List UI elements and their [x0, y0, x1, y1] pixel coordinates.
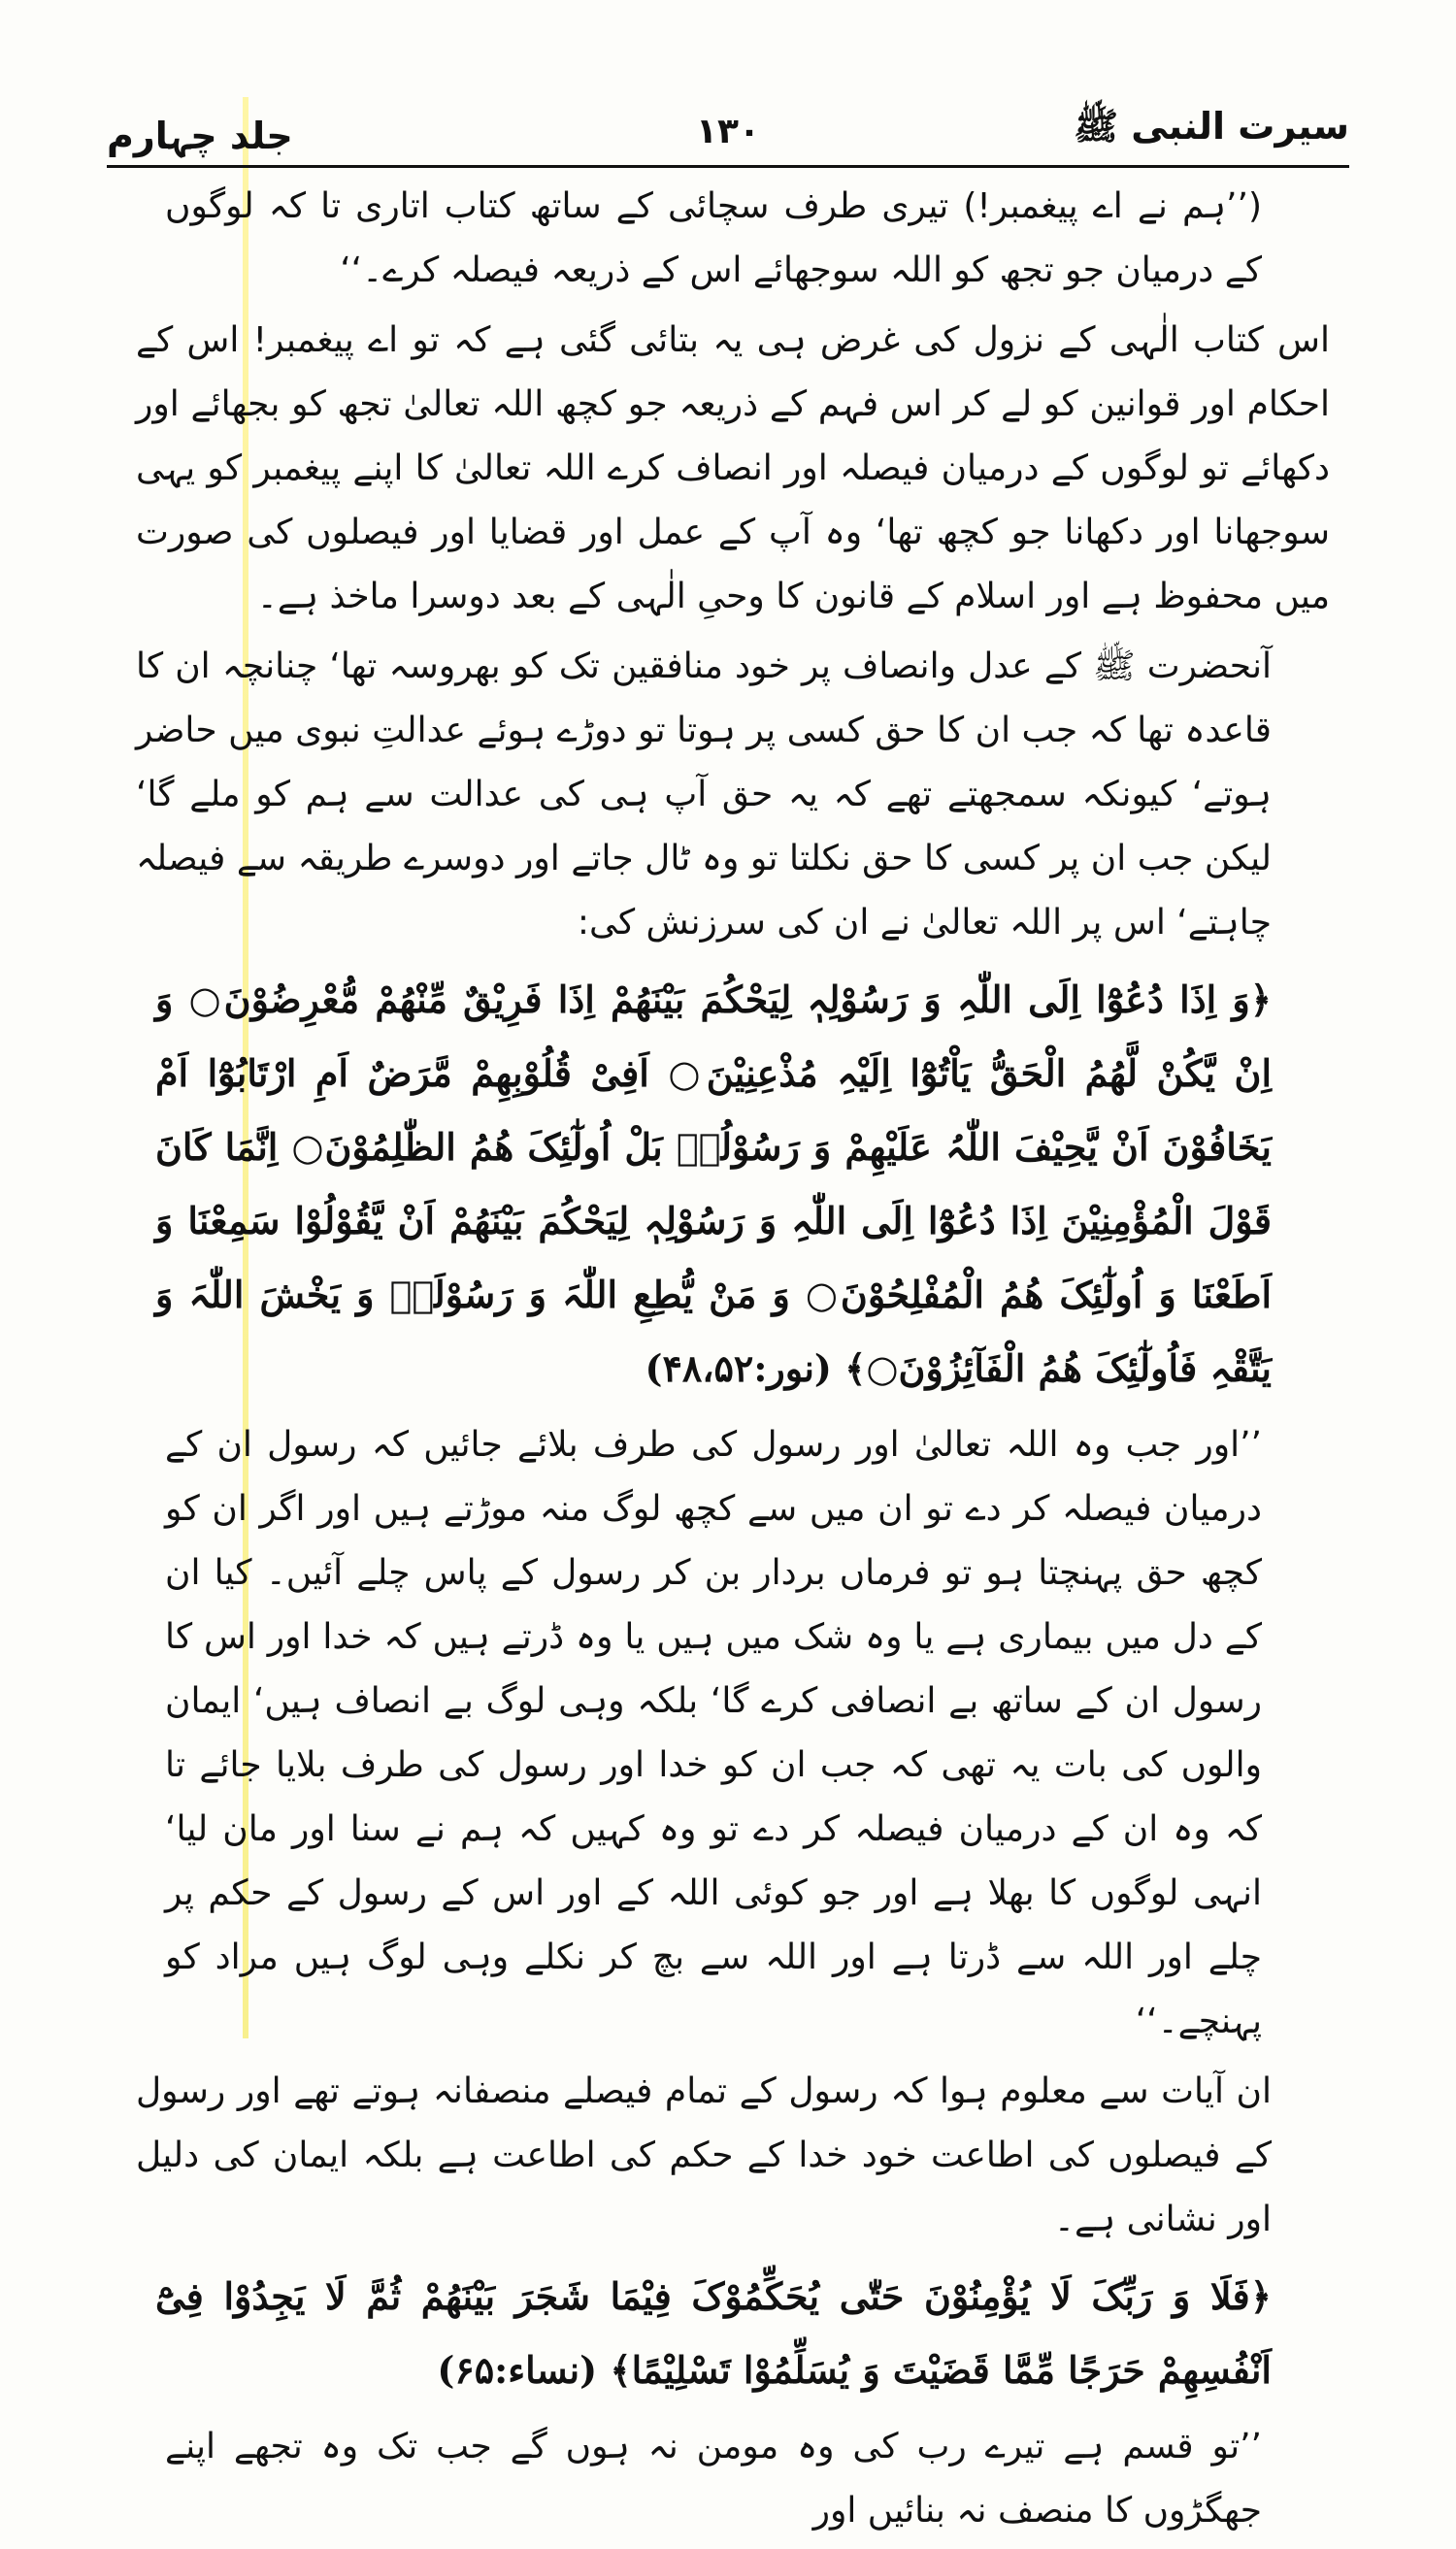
header-rule [107, 165, 1349, 168]
quran-verse: ﴿وَ اِذَا دُعُوْٓا اِلَی اللّٰہِ وَ رَسُوْلِہٖ لِیَحْکُمَ بَیْنَھُمْ اِذَا فَرِیْقٌ مِّنْھُمْ مُّعْرِضُوْنَ○ وَ اِنْ یَّکُنْ لَّھُمُ الْحَقُّ یَاْتُوْٓا اِلَیْہِ مُذْعِنِیْنَ○ اَفِیْ قُلُوْبِھِمْ مَّرَضٌ اَمِ ارْتَابُوْٓا اَمْ یَخَافُوْنَ اَنْ یَّحِیْفَ اللّٰہُ عَلَیْھِمْ وَ رَسُوْلُہٗ بَلْ اُولٰٓئِکَ ھُمُ الظّٰلِمُوْنَ○ اِنَّمَا کَانَ قَوْلَ الْمُؤْمِنِیْنَ اِذَا دُعُوْٓا اِلَی اللّٰہِ وَ رَسُوْلِہٖ لِیَحْکُمَ بَیْنَھُمْ اَنْ یَّقُوْلُوْا سَمِعْنَا وَ اَطَعْنَا وَ اُولٰٓئِکَ ھُمُ الْمُفْلِحُوْنَ○ وَ مَنْ یُّطِعِ اللّٰہَ وَ رَسُوْلَہٗ وَ یَخْشَ اللّٰہَ وَ یَتَّقْہِ فَاُولٰٓئِکَ ھُمُ الْفَآئِزُوْنَ○﴾ (نور:۴۸،۵۲) [155, 977, 1272, 1390]
volume-label: جلد چہارم [107, 115, 293, 157]
page-number: ۱۳۰ [696, 112, 760, 151]
body-paragraph: اس کتاب الٰہی کے نزول کی غرض ہی یہ بتائی گئی ہے کہ تو اے پیغمبر! اس کے احکام اور قوانین کو لے کر اس فہم کے ذریعہ جو کچھ اللہ تعالیٰ تجھ کو بجھائے اور دکھائے تو لوگوں کے درمیان فیصلہ اور انصاف کرے اللہ تعالیٰ کا اپنے پیغمبر کو یہی سوجھانا اور دکھانا جو کچھ تھا‘ وہ آپ کے عمل اور قضایا اور فیصلوں کی صورت میں محفوظ ہے اور اسلام کے قانون کا وحیِ الٰہی کے بعد دوسرا ماخذ ہے۔ [136, 320, 1330, 616]
body-paragraph: آنحضرت ﷺ کے عدل وانصاف پر خود منافقین تک کو بھروسہ تھا‘ چنانچہ ان کا قاعدہ تھا کہ جب ان کا حق کسی پر ہوتا تو دوڑے ہوئے عدالتِ نبوی میں حاضر ہوتے‘ کیونکہ سمجھتے تھے کہ یہ حق آپ ہی کی عدالت سے ہم کو ملے گا‘ لیکن جب ان پر کسی کا حق نکلتا تو وہ ٹال جاتے اور دوسرے طریقہ سے فیصلہ چاہتے‘ اس پر اللہ تعالیٰ نے ان کی سرزنش کی: [136, 646, 1272, 943]
page-header [107, 89, 1349, 157]
book-title: سیرت النبی ﷺ [1074, 105, 1349, 148]
body-paragraph: ان آیات سے معلوم ہوا کہ رسول کے تمام فیصلے منصفانہ ہوتے تھے اور رسول کے فیصلوں کی اطاعت خود خدا کے حکم کی اطاعت ہے بلکہ ایمان کی دلیل اور نشانی ہے۔ [136, 2071, 1272, 2239]
page-body [136, 175, 1330, 2549]
quran-verse: ﴿فَلَا وَ رَبِّکَ لَا یُؤْمِنُوْنَ حَتّٰی یُحَکِّمُوْکَ فِیْمَا شَجَرَ بَیْنَھُمْ ثُمَّ لَا یَجِدُوْا فِیْٓ اَنْفُسِھِمْ حَرَجًا مِّمَّا قَضَیْتَ وَ یُسَلِّمُوْا تَسْلِیْمًا﴾ (نساء:۶۵) [155, 2274, 1272, 2392]
quote-paragraph: ’’تو قسم ہے تیرے رب کی وہ مومن نہ ہوں گے جب تک وہ تجھے اپنے جھگڑوں کا منصف نہ بنائیں اور [165, 2427, 1262, 2531]
quote-paragraph: ’’اور جب وہ اللہ تعالیٰ اور رسول کی طرف بلائے جائیں کہ رسول ان کے درمیان فیصلہ کر دے تو ان میں سے کچھ لوگ منہ موڑتے ہیں اور اگر ان کو کچھ حق پہنچتا ہو تو فرماں بردار بن کر رسول کے پاس چلے آئیں۔ کیا ان کے دل میں بیماری ہے یا وہ شک میں ہیں یا وہ ڈرتے ہیں کہ خدا اور اس کا رسول ان کے ساتھ بے انصافی کرے گا‘ بلکہ وہی لوگ بے انصاف ہیں‘ ایمان والوں کی بات یہ تھی کہ جب ان کو خدا اور رسول کی طرف بلایا جائے تا کہ وہ ان کے درمیان فیصلہ کر دے تو وہ کہیں کہ ہم نے سنا اور مان لیا‘ انہی لوگوں کا بھلا ہے اور جو کوئی اللہ کے اور اس کے رسول کے حکم پر چلے اور اللہ سے ڈرتا ہے اور اللہ سے بچ کر نکلے وہی لوگ ہیں مراد کو پہنچے۔‘‘ [165, 1425, 1262, 2041]
quote-paragraph: (’’ہم نے اے پیغمبر!) تیری طرف سچائی کے ساتھ کتاب اتاری تا کہ لوگوں کے درمیان جو تجھ کو اللہ سوجھائے اس کے ذریعہ فیصلہ کرے۔‘‘ [165, 186, 1262, 290]
